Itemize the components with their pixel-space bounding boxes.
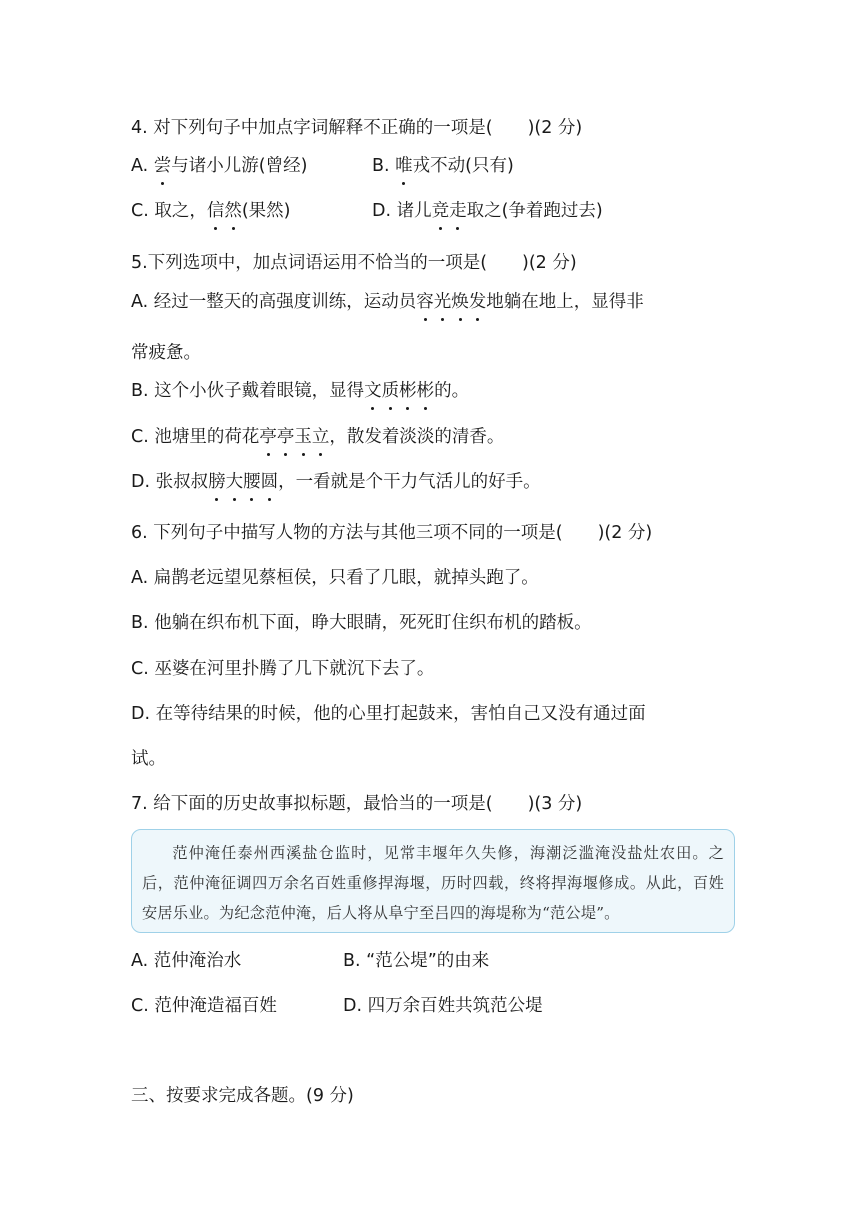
q4-option-b[interactable]: B. 唯戎不动(只有) [372,153,514,179]
q4-stem: 4. 对下列句子中加点字词解释不正确的一项是( )(2 分) [131,118,583,138]
option-label: B. [372,156,396,176]
emphasis-dot-char: 立 [312,424,330,450]
emphasis-dot-char: 焕 [451,289,469,315]
option-label: C. [131,201,155,221]
emphasis-dot-text [259,427,329,447]
q6-option-c[interactable]: C. 巫婆在河里扑腾了几下就沉下去了。 [131,659,435,679]
q6-stem: 6. 下列句子中描写人物的方法与其他三项不同的一项是( )(2 分) [131,523,653,543]
emphasis-dot-text [364,381,434,401]
emphasis-dot-char: 然 [224,198,242,224]
emphasis-dot-char: 竞 [432,198,450,224]
option-label: A. [131,292,154,312]
q5-option-d[interactable]: D. 张叔叔膀大腰圆，一看就是个干力气活儿的好手。 [131,469,541,495]
q5-option-b[interactable]: B. 这个小伙子戴着眼镜，显得文质彬彬的。 [131,378,469,404]
q7-option-b[interactable]: B. “范公堤”的由来 [343,951,490,971]
emphasis-dot-char: 质 [382,378,400,404]
emphasis-dot-char: 圆 [261,469,279,495]
q7-option-a[interactable]: A. 范仲淹治水 [131,951,242,971]
section-3-heading: 三、按要求完成各题。(9 分) [131,1086,354,1106]
emphasis-dot-char: 膀 [208,469,226,495]
emphasis-dot-char: 信 [207,198,225,224]
option-label: A. [131,156,154,176]
option-label: D. [372,201,397,221]
story-passage-box [131,829,735,933]
emphasis-dot-char: 光 [434,289,452,315]
emphasis-dot-char: 大 [226,469,244,495]
q6-option-d-continued: 试。 [131,749,166,769]
emphasis-dot-text [432,201,467,221]
emphasis-dot-char: 彬 [417,378,435,404]
emphasis-dot-char: 发 [469,289,487,315]
q5-option-a[interactable]: A. 经过一整天的高强度训练，运动员容光焕发地躺在地上，显得非 [131,289,644,315]
emphasis-dot-text: 唯 [395,153,413,179]
q7-stem: 7. 给下面的历史故事拟标题，最恰当的一项是( )(3 分) [131,794,583,814]
emphasis-dot-text [208,472,278,492]
emphasis-dot-text [416,292,486,312]
option-label: C. [131,427,155,447]
emphasis-dot-char: 容 [416,289,434,315]
emphasis-dot-text: 尝 [154,153,172,179]
q4-option-c[interactable]: C. 取之，信然(果然) [131,198,291,224]
story-text: 范仲淹任泰州西溪盐仓监时，见常丰堰年久失修，海潮泛滥淹没盐灶农田。之后，范仲淹征调四万余名百姓重修捍海堰，历时四载，终将捍海堰修成。从此，百姓安居乐业。为纪念范仲淹，后人将从阜宁至吕四的海堤称为“范公堤”。 [142,844,724,922]
q4-option-d[interactable]: D. 诸儿竞走取之(争着跑过去) [372,198,603,224]
emphasis-dot-char: 文 [364,378,382,404]
emphasis-dot-char: 腰 [243,469,261,495]
option-label: B. [131,381,155,401]
q4-option-a[interactable]: A. 尝与诸小儿游(曾经) [131,153,307,179]
option-label: D. [131,472,156,492]
q7-option-c[interactable]: C. 范仲淹造福百姓 [131,996,277,1016]
q5-option-a-continued: 常疲惫。 [131,343,201,363]
emphasis-dot-char: 亭 [259,424,277,450]
q5-stem: 5.下列选项中，加点词语运用不恰当的一项是( )(2 分) [131,253,577,273]
q5-option-c[interactable]: C. 池塘里的荷花亭亭玉立，散发着淡淡的清香。 [131,424,504,450]
q6-option-b[interactable]: B. 他躺在织布机下面，睁大眼睛，死死盯住织布机的踏板。 [131,613,592,633]
emphasis-dot-char: 亭 [277,424,295,450]
q6-option-d[interactable]: D. 在等待结果的时候，他的心里打起鼓来，害怕自己又没有通过面 [131,704,646,724]
emphasis-dot-text [207,201,242,221]
emphasis-dot-char: 走 [449,198,467,224]
q6-option-a[interactable]: A. 扁鹊老远望见蔡桓侯，只看了几眼，就掉头跑了。 [131,568,539,588]
q7-option-d[interactable]: D. 四万余百姓共筑范公堤 [343,996,543,1016]
emphasis-dot-char: 彬 [399,378,417,404]
emphasis-dot-char: 玉 [294,424,312,450]
